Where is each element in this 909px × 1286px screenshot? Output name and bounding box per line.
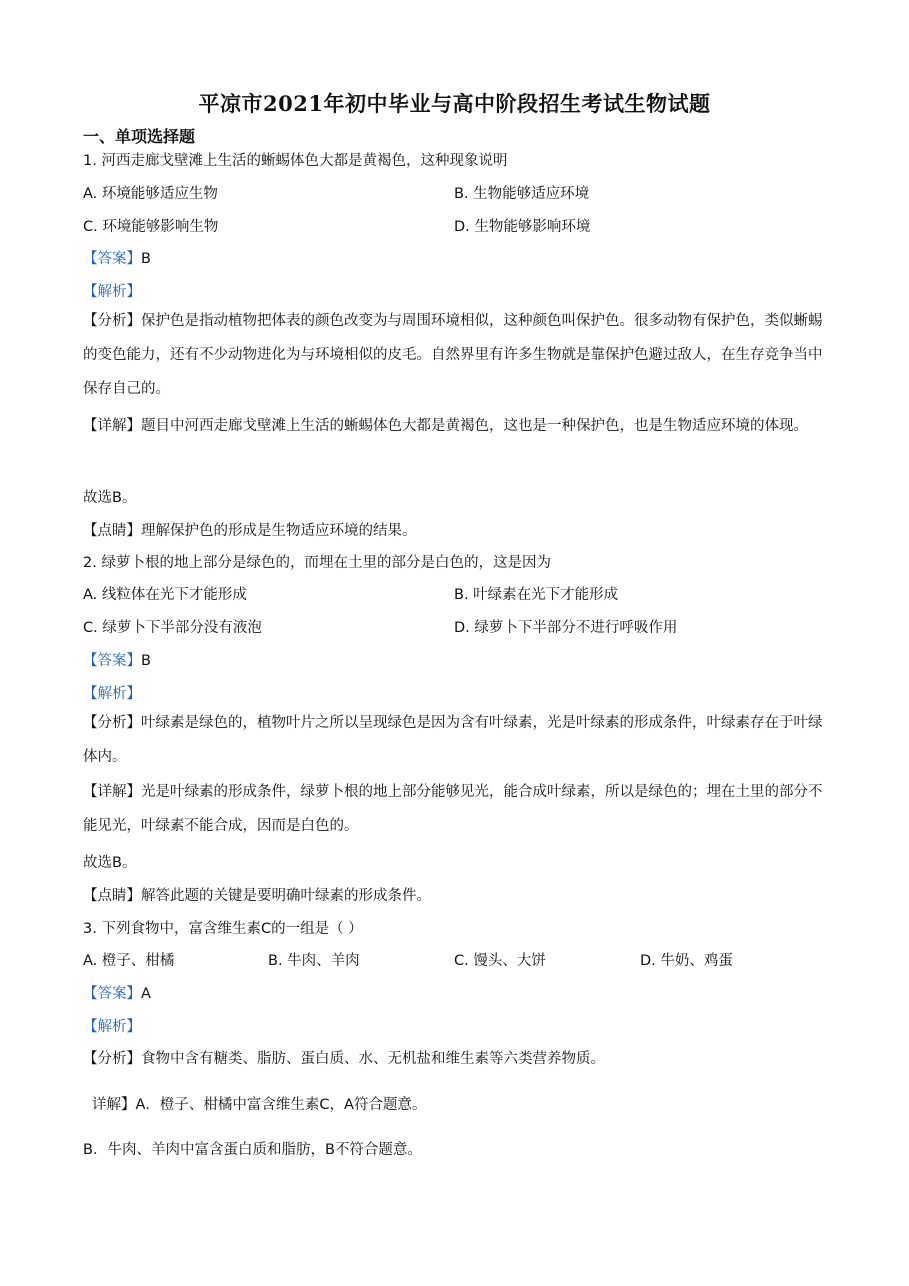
remark-tag: 【点睛】 [83,888,141,904]
page-title: 平凉市2021年初中毕业与高中阶段招生考试生物试题 [198,91,711,116]
detail-tag: 【详解】 [83,784,141,800]
q2-choice: 故选B。 [83,855,137,871]
q1-option-a: A. 环境能够适应生物 [83,186,218,202]
question-2: 2. 绿萝卜根的地上部分是绿色的，而埋在土里的部分是白色的，这是因为 [83,555,551,571]
q2-jiexi-tag: 【解析】 [83,686,141,702]
q2-option-c: C. 绿萝卜下半部分没有液泡 [83,620,262,636]
q1-option-c: C. 环境能够影响生物 [83,219,219,235]
detail-tag: 【详解】 [83,418,141,434]
q1-answer [83,247,151,268]
q1-choice: 故选B。 [83,490,137,506]
remark-tag: 【点睛】 [83,523,141,539]
question-3: 3. 下列食物中，富含维生素C的一组是（ ） [83,921,363,937]
q2-answer [83,649,151,670]
analysis-text: 食物中含有糖类、脂肪、蛋白质、水、无机盐和维生素等六类营养物质。 [141,1051,605,1067]
section-heading: 一、单项选择题 [83,127,196,146]
q2-option-a: A. 线粒体在光下才能形成 [83,587,247,603]
detail-text: 题目中河西走廊戈壁滩上生活的蜥蜴体色大都是黄褐色，这也是一种保护色，也是生物适应环境的体现。 [141,418,808,434]
q3-answer [83,982,151,1003]
q3-option-a: A. 橙子、柑橘 [83,953,175,969]
analysis-text: 保护色是指动植物把体表的颜色改变为与周围环境相似，这种颜色叫保护色。很多动物有保护色，类似蜥蜴的变色能力，还有不少动物进化为与环境相似的皮毛。自然界里有许多生物就是靠保护色避过敌人，在生存竞争当中保存自己的。 [83,313,823,397]
q1-remark [83,519,417,540]
q2-remark [83,884,431,905]
q2-option-b: B. 叶绿素在光下才能形成 [454,587,619,603]
q1-analysis [83,304,828,406]
answer-value: B [141,251,151,267]
question-1: 1. 河西走廊戈壁滩上生活的蜥蜴体色大都是黄褐色，这种现象说明 [83,153,508,169]
q1-option-b: B. 生物能够适应环境 [454,186,590,202]
answer-tag: 【答案】 [83,986,141,1002]
q1-jiexi-tag: 【解析】 [83,284,141,300]
q3-detail: 详解】A．橙子、柑橘中富含维生素C，A符合题意。 [92,1097,427,1113]
detail-text: 光是叶绿素的形成条件，绿萝卜根的地上部分能够见光，能合成叶绿素，所以是绿色的；埋在土里的部分不能见光，叶绿素不能合成，因而是白色的。 [83,784,823,834]
q3-analysis [83,1047,605,1068]
remark-text: 解答此题的关键是要明确叶绿素的形成条件。 [141,888,431,904]
analysis-tag: 【分析】 [83,313,141,329]
q3-option-c: C. 馒头、大饼 [454,953,546,969]
q2-option-d: D. 绿萝卜下半部分不进行呼吸作用 [454,620,678,636]
answer-value: A [141,986,151,1002]
q2-detail [83,775,828,843]
q3-option-d: D. 牛奶、鸡蛋 [640,953,733,969]
analysis-text: 叶绿素是绿色的，植物叶片之所以呈现绿色是因为含有叶绿素，光是叶绿素的形成条件，叶绿素存在于叶绿体内。 [83,715,823,765]
q3-option-b-explanation: B．牛肉、羊肉中富含蛋白质和脂肪，B不符合题意。 [83,1142,422,1158]
q3-option-b: B. 牛肉、羊肉 [268,953,360,969]
answer-value: B [141,653,151,669]
q1-detail [83,409,828,443]
q3-jiexi-tag: 【解析】 [83,1019,141,1035]
q2-analysis [83,706,828,774]
q1-option-d: D. 生物能够影响环境 [454,219,591,235]
answer-tag: 【答案】 [83,251,141,267]
remark-text: 理解保护色的形成是生物适应环境的结果。 [141,523,417,539]
answer-tag: 【答案】 [83,653,141,669]
analysis-tag: 【分析】 [83,715,141,731]
analysis-tag: 【分析】 [83,1051,141,1067]
